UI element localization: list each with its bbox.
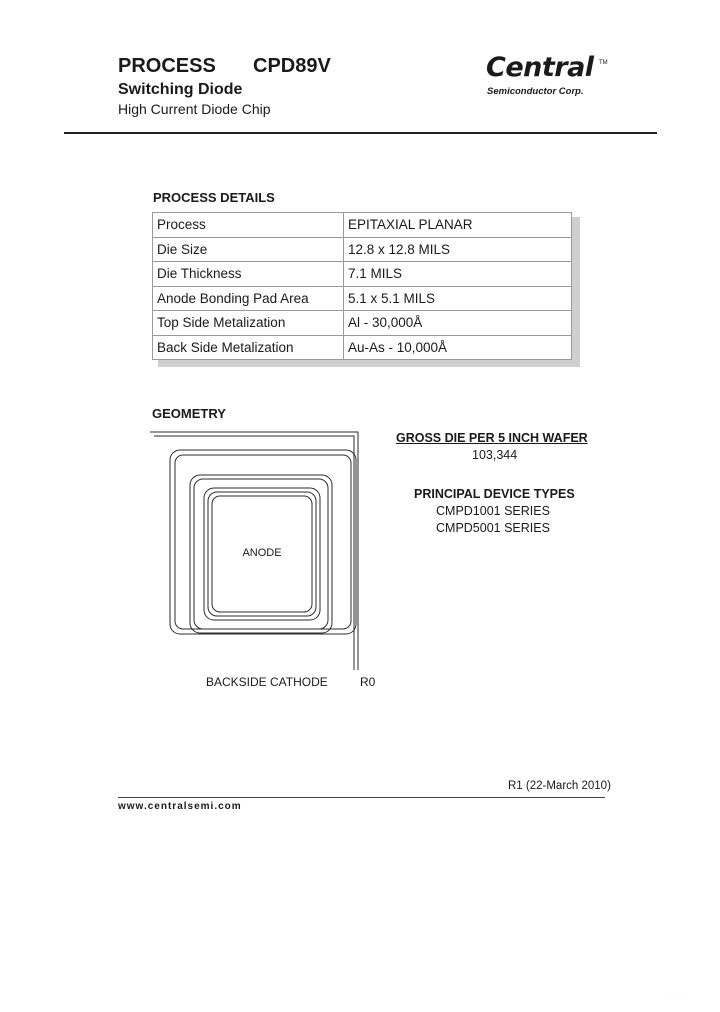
central-logo (482, 52, 612, 104)
logo-trademark: TM (599, 60, 608, 66)
table-row (153, 262, 572, 287)
device-subtitle: Switching Diode (118, 81, 243, 98)
logo-name: Central (486, 52, 594, 83)
table-row (153, 335, 572, 360)
process-details-title: PROCESS DETAILS (153, 190, 275, 205)
device-type-item: CMPD5001 SERIES (436, 521, 550, 535)
table-row (153, 286, 572, 311)
page-mark: · · · (670, 996, 690, 1002)
device-types-title: PRINCIPAL DEVICE TYPES (414, 487, 575, 501)
die-geometry-drawing (148, 430, 388, 670)
backside-cathode-label: BACKSIDE CATHODE (206, 675, 328, 689)
website-link[interactable]: www.centralsemi.com (118, 801, 242, 812)
process-detail-value: Au-As - 10,000Å (344, 335, 572, 360)
geometry-title: GEOMETRY (152, 406, 226, 421)
footer-divider (118, 797, 605, 798)
table-row (153, 311, 572, 336)
process-detail-value: 12.8 x 12.8 MILS (344, 237, 572, 262)
document-revision: R1 (22-March 2010) (508, 780, 611, 792)
process-detail-value: EPITAXIAL PLANAR (344, 213, 572, 238)
gross-die-title: GROSS DIE PER 5 INCH WAFER (396, 431, 588, 445)
process-detail-label: Anode Bonding Pad Area (153, 286, 344, 311)
device-type-item: CMPD1001 SERIES (436, 504, 550, 518)
process-detail-label: Back Side Metalization (153, 335, 344, 360)
process-details-table (152, 212, 572, 359)
gross-die-value: 103,344 (472, 448, 518, 462)
process-detail-label: Die Thickness (153, 262, 344, 287)
header-divider (64, 132, 657, 134)
table-row (153, 213, 572, 238)
process-detail-label: Process (153, 213, 344, 238)
table-row (153, 237, 572, 262)
process-detail-label: Die Size (153, 237, 344, 262)
part-number: CPD89V (253, 55, 331, 77)
process-detail-value: 7.1 MILS (344, 262, 572, 287)
process-detail-value: 5.1 x 5.1 MILS (344, 286, 572, 311)
anode-label: ANODE (242, 547, 282, 559)
process-label: PROCESS (118, 55, 216, 77)
device-description: High Current Diode Chip (118, 101, 271, 117)
process-detail-value: Al - 30,000Å (344, 311, 572, 336)
process-detail-label: Top Side Metalization (153, 311, 344, 336)
logo-tagline: Semiconductor Corp. (487, 86, 584, 97)
drawing-revision: R0 (360, 675, 376, 689)
